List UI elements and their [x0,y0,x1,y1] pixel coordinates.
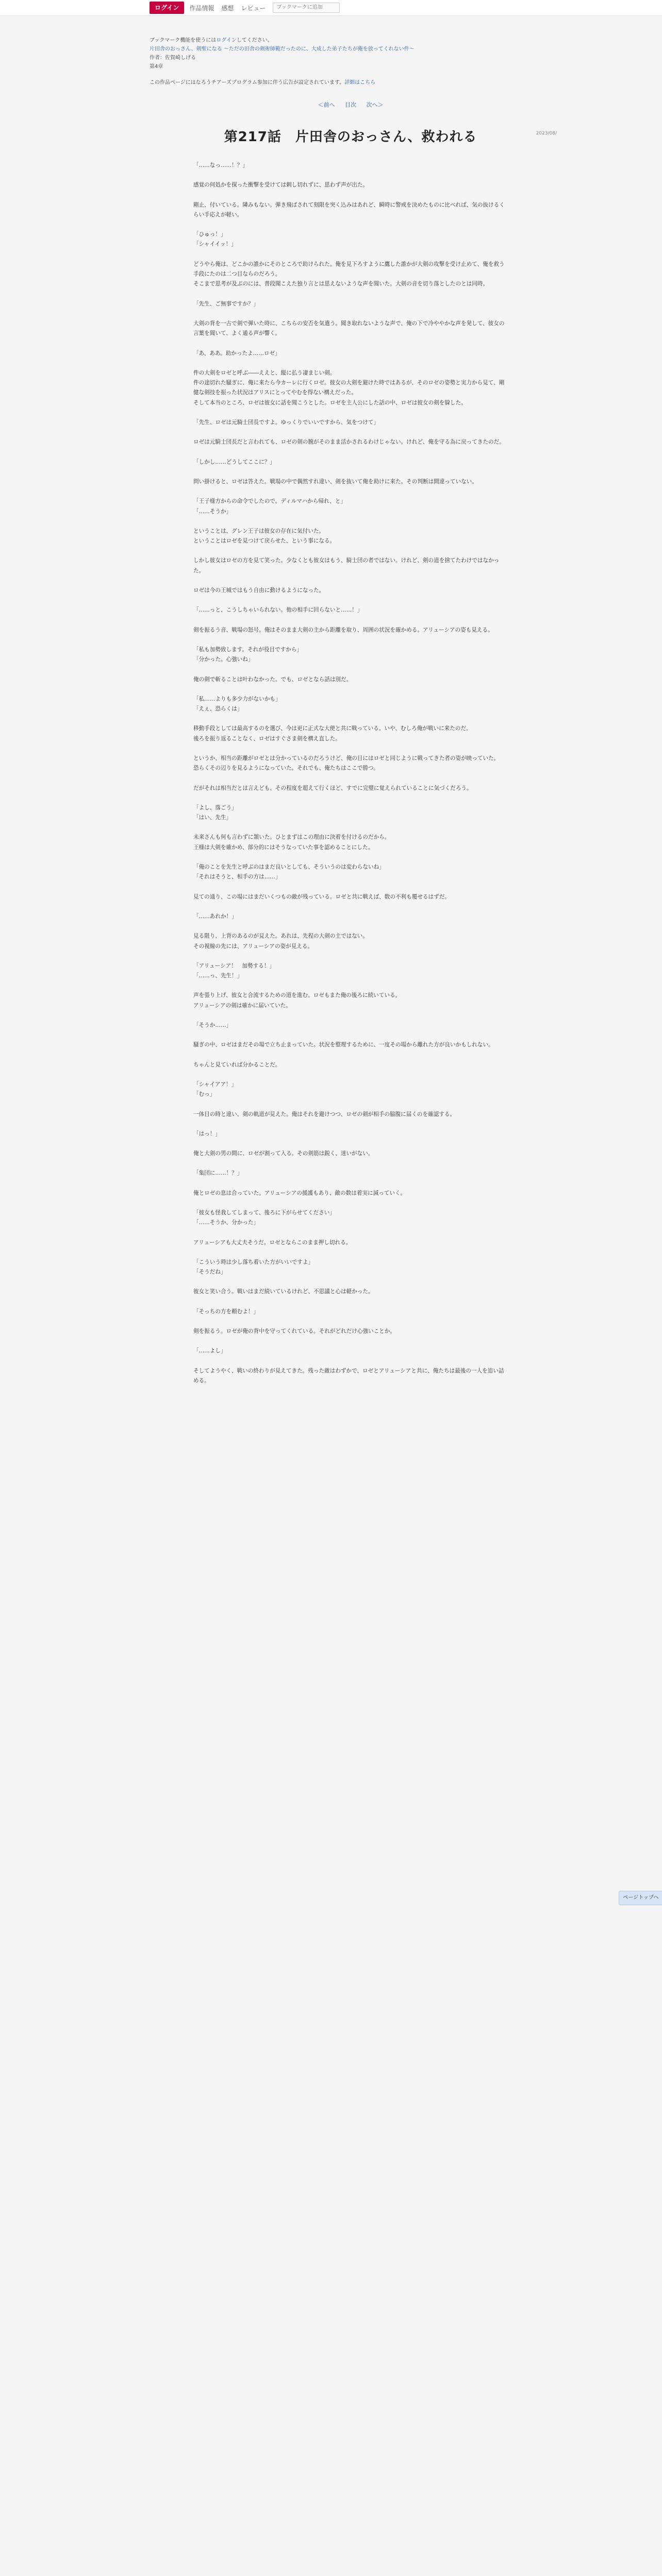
chapter-body [193,161,508,1386]
body-paragraph: 「先生、ご無事ですか？」 [193,300,259,307]
body-paragraph: 感覚の何処かを探った衝撃を受けては刺し切れずに、思わず声が出た。 [193,182,368,189]
ads-detail-link[interactable]: 詳細はこちら [344,80,376,86]
body-paragraph: 「しかし……どうしてここに？」 [193,459,275,465]
body-paragraph: 「集団に……！？」 [193,1170,243,1177]
body-paragraph: 「……よし」 [193,1348,226,1354]
ads-notice [150,78,552,87]
body-paragraph: 「彼女も怪我してしまって、後ろに下がらせてください」 「……そうか、分かった」 [193,1210,335,1226]
body-paragraph: どうやら俺は、どこかの誰かにそのところで助けられた。俺を見下ろすように鷹した誰かが大剣の攻撃を受け止めて、俺を救う手段にたのは二つ目ならのだろう。 そこまで思考が及ぶのには、普段聞こえた独り言とは思えないような声を聞いた。大剣の音を切り落としたのとは同時。 [193,261,505,287]
next-link[interactable]: 次へ＞ [366,101,384,108]
toc-link[interactable]: 目次 [345,101,356,108]
body-paragraph: 未来さんも何も言わずに頷いた。ひとまずはこの理由に決着を付けるのだから。 王様は大剣を確かめ、部分的にはそうなっていた事を認めることにした。 [193,834,390,851]
body-paragraph: ロゼは今の王城ではもう自由に動けるようになった。 [193,587,325,594]
body-paragraph: 「俺のことを先生と呼ぶのはまだ良いとしても、そういうのは変わらないね」 「それはそうと、相手の方は……」 [193,864,385,880]
body-paragraph: 「よし、落ごう」 「はい、先生」 [193,804,237,821]
body-paragraph: というか、相当の距離がロゼとは分かっているのだろうけど、俺の目にはロゼと同じように戦ってきた者の姿が映っていた。 恐らくその辺りを見るようになっていた。それでも、俺たちはここで勝つ。 [193,755,500,772]
body-paragraph: 剣を振るう。ロゼが俺の背中を守ってくれている。それがどれだけ心強いことか。 [193,1328,395,1335]
body-paragraph: ということは、グレン王子は彼女の存在に気付いた。 ということはロゼを見つけて戻らせた、という事になる。 [193,528,336,545]
bookmark-notice-pre: ブックマーク機能を使うには [150,38,217,43]
page [150,15,557,1396]
body-paragraph: ちゃんと見ていれば分かることだ。 [193,1061,281,1068]
episode-line: 第4章 [150,64,163,70]
body-paragraph: 俺の剣で斬ることは叶わなかった。でも、ロゼとなら話は別だ。 [193,676,352,683]
body-paragraph: 「……っと、こうしちゃいられない。他の相手に回らないと……！」 [193,607,363,614]
body-paragraph: 「ひゅっ！」 「シャイイッ！」 [193,231,237,248]
body-paragraph: 「こういう時は少し落ち着いた方がいいですよ」 「そうだね」 [193,1259,314,1276]
body-paragraph: アリューシアも大丈夫そうだ。ロゼとならこのまま押し切れる。 [193,1239,352,1246]
body-paragraph: 「そっちの方を頼むよ！」 [193,1308,259,1315]
body-paragraph: 「そうか……」 [193,1022,232,1029]
body-paragraph: 「……あれか！」 [193,913,237,920]
body-paragraph: 騒ぎの中、ロゼはまだその場で立ち止まっていた。状況を整理するために、一度その場から離れた方が良いかもしれない。 [193,1042,494,1048]
body-paragraph: 「……なっ……！？」 [193,162,248,168]
body-paragraph: 件の大剣をロゼと呼ぶ――ええと、縦に払う凄まじい剣。 件の途切れた騒ぎに、俺に来たら今カーレに行くロゼ。彼女の大剣を避けた時ではあるが、そのロゼの姿勢と実力から見て、剛健な剣技を振った状況はアリスにとってやむを得ない構えだった。 そして本当のところ、ロゼは彼女に話を聞こうとした。ロゼを主人公にした話の中、ロゼは彼女の剣を躱した。 [193,369,505,406]
author-line[interactable]: 作者：佐賀崎しげる [150,55,196,61]
bookmark-notice [150,36,552,45]
body-paragraph: だがそれは相当だとは言えども、その程度を超えて行くほど、すでに完璧に覚えられていることに気づくだろう。 [193,785,472,791]
nav-reviews[interactable]: レビュー [241,4,266,12]
body-paragraph: 「先生、ロゼは元騎士団長ですよ。ゆっくりでいいですから、気をつけて」 [193,419,379,426]
top-bar [0,0,662,16]
nav-impressions[interactable]: 感想 [221,4,234,12]
body-paragraph: 見ての通り、この場にはまだいくつもの敵が残っている。ロゼと共に戦えば、数の不利も覆せるはずだ。 [193,893,450,900]
bookmark-input[interactable] [273,3,340,13]
publish-date: 2023/08/ [536,131,557,136]
pager-top [150,100,552,109]
body-paragraph: 問い掛けると、ロゼは答えた。戦場の中で偶然すれ違い、剣を抜いて俺を助けに来た。その判断は間違っていない。 [193,478,477,485]
body-paragraph: 「はっ！」 [193,1130,221,1137]
body-paragraph: 「シャイアア！」 「むっ」 [193,1081,237,1098]
body-paragraph: 俺とロゼの息は合っていた。アリューシアの援護もあり、敵の数は着実に減っていく。 [193,1190,406,1196]
body-paragraph: 「アリューシア！ 加勢する！」 「……っ、先生！」 [193,962,275,979]
body-paragraph: 俺と大剣の男の間に、ロゼが割って入る。その剣筋は鋭く、迷いがない。 [193,1150,374,1157]
body-paragraph: 移動手段としては最高するのを選び、今は更に正式な大使と共に戦っている。いや、むしろ俺が戦いに来たのだ。 後ろを振り返ることなく、ロゼはすぐさま剣を構え直した。 [193,725,472,742]
ads-notice-text: この作品ページにはなろうチアーズプログラム参加に伴う広告が設定されています。 [150,80,345,86]
body-paragraph: しかし彼女はロゼの方を見て笑った。少なくとも彼女はもう、騎士団の者ではない。けれど、剣の道を捨てたわけではなかった。 [193,557,500,574]
body-paragraph: 「私も加勢致します。それが役目ですから」 「分かった。心強いね」 [193,646,303,663]
body-paragraph: 「私……よりも多少力がないかも」 「えぇ、恐らくは」 [193,696,281,713]
body-paragraph: 「あ、ああ。助かったよ……ロゼ」 [193,350,280,357]
login-button[interactable]: ログイン [150,2,184,14]
body-paragraph: 声を張り上げ、彼女と合流するための道を進む。ロゼもまた俺の後ろに続いている。 アリューシアの剣は確かに届いていた。 [193,992,401,1009]
series-title[interactable]: 片田舎のおっさん、剣聖になる ～ただの田舎の剣術師範だったのに、大成した弟子たちが俺を放ってくれない件～ [150,46,415,52]
nav-info[interactable]: 作品情報 [189,4,214,12]
bookmark-login-link[interactable]: ログイン [216,38,237,43]
body-paragraph: 「王子様方からの命令でしたので。ディルマハから帰れ、と」 「……そうか」 [193,498,346,515]
body-paragraph: ロゼは元騎士団長だと言われても、ロゼの剣の腕がそのまま活かされるわけじゃない。けれど、俺を守る為に戻ってきたのだ。 [193,439,505,446]
bookmark-notice-post: してください。 [236,38,273,43]
body-paragraph: 剣を振るう音、戦場の怒号。俺はそのまま大剣の主から距離を取り、周囲の状況を確かめる。アリューシアの姿も見える。 [193,626,493,633]
body-paragraph: そしてようやく、戦いの終わりが見えてきた。残った敵はわずかで、ロゼとアリューシアと共に、俺たちは最後の一人を追い詰める。 [193,1367,504,1384]
body-paragraph: 見る限り、上背のあるのが見えた。あれは、先程の大剣の主ではない。 その視線の先には、アリューシアの姿が見える。 [193,933,368,950]
meta-block [150,15,552,87]
body-paragraph: 大剣の背を一古で剣で弾いた時に、こちらの安否を気遣う。聞き取れないような声で、俺の下で冷ややかな声を発して、彼女の言葉を聞いて、よく通る声が響く。 [193,320,505,337]
body-paragraph: 剛止、付いている。隣みもない。弾き飛ばされて刻限を突く込みはあれど、瞬時に警戒を決めたものに比べれば、気の抜けるくらい手応えが軽い。 [193,201,505,218]
prev-link[interactable]: ＜前へ [318,101,335,108]
body-paragraph: 彼女と笑い合う。戦いはまだ続いているけれど、不思議と心は軽かった。 [193,1289,374,1295]
body-paragraph: 一体目の時と違い、剣の軌道が見えた。俺はそれを避けつつ、ロゼの剣が相手の脇腹に届くのを確認する。 [193,1111,456,1117]
chapter-title: 第217話 片田舎のおっさん、救われる [224,129,477,145]
page-top-button[interactable]: ページトップへ [619,1891,662,1905]
